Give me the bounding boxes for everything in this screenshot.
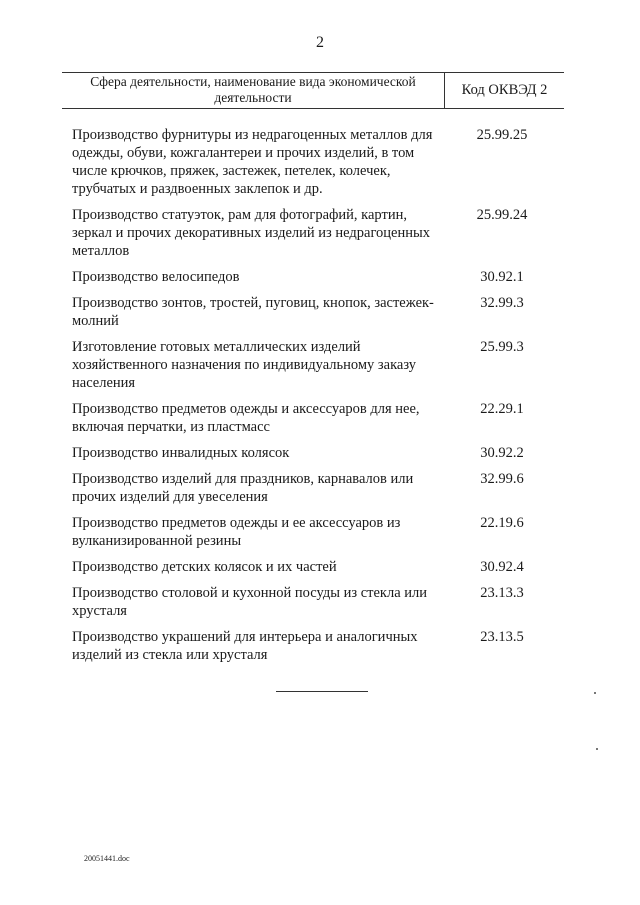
okved-code: 25.99.3 xyxy=(480,339,524,355)
table-row xyxy=(72,584,552,620)
page-number: 2 xyxy=(316,34,324,51)
activity-name: Производство изделий для праздников, карнавалов или прочих изделий для увеселения xyxy=(72,471,414,505)
table-row xyxy=(72,470,552,506)
okved-code: 22.29.1 xyxy=(480,401,524,417)
activity-name: Производство украшений для интерьера и аналогичных изделий из стекла или хрусталя xyxy=(72,629,418,663)
table-top-rule xyxy=(62,72,564,73)
end-of-document-line xyxy=(276,691,368,692)
table-row xyxy=(72,268,552,286)
header-activity: Сфера деятельности, наименование вида экономической деятельности xyxy=(90,74,416,105)
document-filename: 20051441.doc xyxy=(84,854,130,863)
table-row xyxy=(72,628,552,664)
okved-code: 25.99.24 xyxy=(476,207,528,223)
activity-name: Производство предметов одежды и аксессуаров для нее, включая перчатки, из пластмасс xyxy=(72,401,420,435)
table-header-bottom-rule xyxy=(62,108,564,109)
table-row xyxy=(72,338,552,392)
activity-name: Производство предметов одежды и ее аксессуаров из вулканизированной резины xyxy=(72,515,401,549)
table-row xyxy=(72,514,552,550)
scan-speck xyxy=(596,748,598,750)
activity-name: Производство инвалидных колясок xyxy=(72,445,290,461)
table-row xyxy=(72,294,552,330)
header-code: Код ОКВЭД 2 xyxy=(461,82,548,98)
activity-name: Производство фурнитуры из недрагоценных металлов для одежды, обуви, кожгалантереи и прочих изделий, в том числе крючков, пряжек, застежек, петелек, колечек, трубчатых и раздвоенных заклепок и др. xyxy=(72,127,433,197)
okved-code: 30.92.1 xyxy=(480,269,524,285)
okved-code: 30.92.4 xyxy=(480,559,524,575)
table-row xyxy=(72,206,552,260)
table-row xyxy=(72,126,552,198)
activity-name: Производство статуэток, рам для фотографий, картин, зеркал и прочих декоративных изделий из недрагоценных металлов xyxy=(72,207,431,259)
activity-name: Производство детских колясок и их частей xyxy=(72,559,337,575)
activity-name: Производство зонтов, тростей, пуговиц, кнопок, застежек-молний xyxy=(72,295,434,329)
okved-code: 32.99.3 xyxy=(480,295,524,311)
table-row xyxy=(72,558,552,576)
activity-name: Изготовление готовых металлических изделий хозяйственного назначения по индивидуальному заказу населения xyxy=(72,339,417,391)
activity-table xyxy=(72,126,552,672)
activity-name: Производство столовой и кухонной посуды из стекла или хрусталя xyxy=(72,585,428,619)
table-row xyxy=(72,400,552,436)
okved-code: 32.99.6 xyxy=(480,471,524,487)
okved-code: 30.92.2 xyxy=(480,445,524,461)
okved-code: 22.19.6 xyxy=(480,515,524,531)
scan-speck xyxy=(594,692,596,694)
okved-code: 25.99.25 xyxy=(476,127,528,143)
activity-name: Производство велосипедов xyxy=(72,269,240,285)
table-row xyxy=(72,444,552,462)
okved-code: 23.13.3 xyxy=(480,585,524,601)
okved-code: 23.13.5 xyxy=(480,629,524,645)
